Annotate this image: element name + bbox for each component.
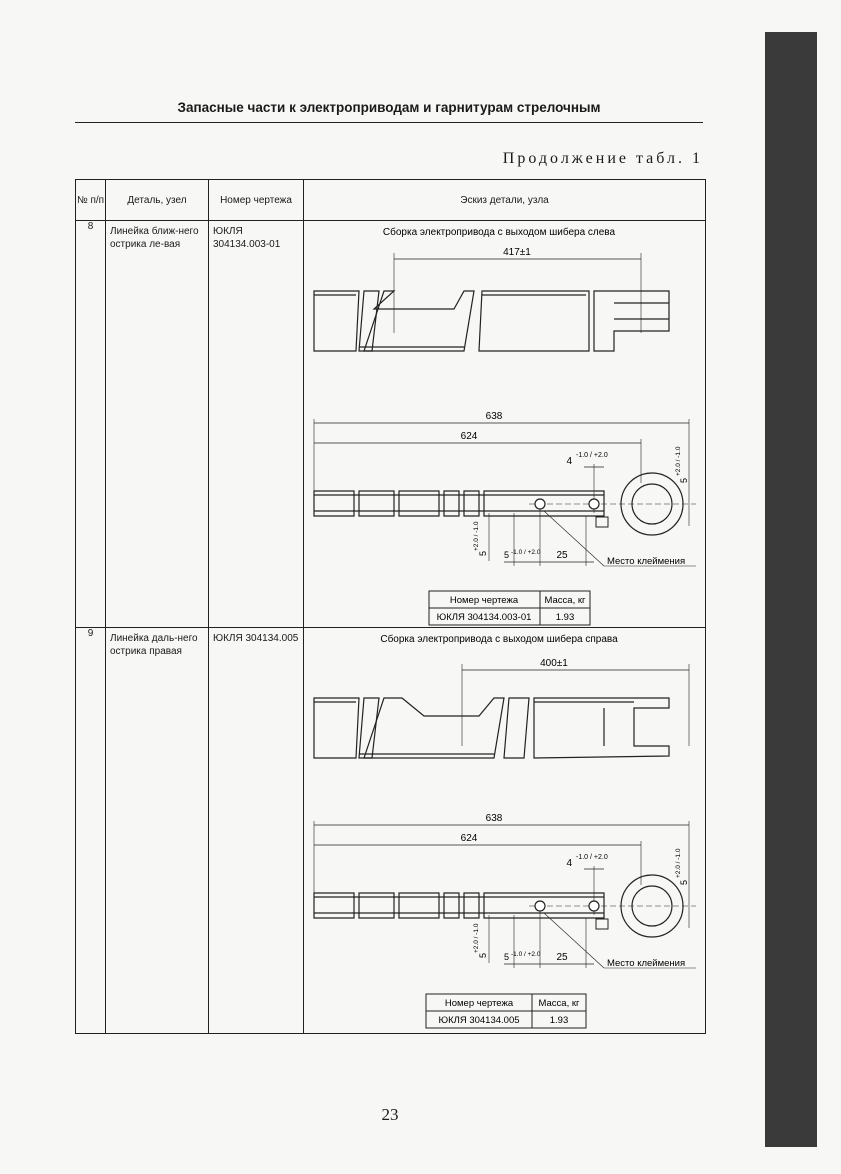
mini-table-h2: Масса, кг — [538, 998, 580, 1009]
mark-label: Место клеймения — [607, 556, 686, 567]
dim-right: 5 — [679, 477, 689, 483]
top-view-outline — [314, 291, 669, 351]
row-part — [106, 221, 209, 628]
page-title: Запасные части к электроприводам и гарнитурам стрелочным — [177, 100, 601, 115]
dim-right-tol: +2.0 / -1.0 — [675, 848, 682, 878]
table-row — [76, 628, 706, 1034]
mini-table — [426, 994, 586, 1028]
sketch-caption: Сборка электропривода с выходом шибера слева — [382, 227, 616, 238]
top-view-outline — [314, 698, 669, 758]
mini-table-v2: 1.93 — [555, 612, 575, 623]
parts-table — [75, 179, 706, 1034]
sketch-drawing-right — [304, 628, 704, 1032]
dim-inner: 624 — [460, 833, 478, 844]
dim-bottom: 5 — [504, 952, 510, 962]
row-drawing-no — [209, 221, 304, 628]
row-part — [106, 628, 209, 1034]
side-view-outline — [314, 875, 683, 937]
page-number: 23 — [381, 1105, 399, 1124]
mini-table-h1: Номер чертежа — [444, 998, 514, 1009]
dim-small-tol: -1.0 / +2.0 — [576, 854, 608, 861]
row-part-text: Линейка даль-него острика правая — [110, 633, 198, 657]
mini-table — [429, 591, 590, 625]
table-header-row — [76, 180, 706, 221]
header-part: Деталь, узел — [106, 180, 209, 221]
dim-overall: 638 — [485, 411, 503, 422]
dim-inner: 624 — [460, 431, 478, 442]
page-edge-shadow — [765, 32, 817, 1147]
row-drawing-no — [209, 628, 304, 1034]
sketch-drawing-left — [304, 221, 704, 626]
sketch-caption: Сборка электропривода с выходом шибера справа — [380, 634, 618, 645]
mini-table-v2: 1.93 — [549, 1015, 569, 1026]
header-drawing-no: Номер чертежа — [209, 180, 304, 221]
row-num: 9 — [76, 628, 106, 1034]
dim-left: 5 — [478, 952, 488, 958]
dim-bottom-tol: -1.0 / +2.0 — [511, 549, 541, 556]
dim-left-tol: +2.0 / -1.0 — [473, 521, 480, 551]
table-continuation-label: Продолжение табл. 1 — [502, 150, 703, 167]
dim-left: 5 — [478, 550, 488, 556]
mini-table-v1: ЮКЛЯ 304134.005 — [438, 1015, 520, 1026]
row-num: 8 — [76, 221, 106, 628]
row-sketch — [304, 628, 706, 1034]
header-rule — [75, 122, 703, 123]
dim-small-tol: -1.0 / +2.0 — [576, 452, 608, 459]
dim-left-tol: +2.0 / -1.0 — [473, 923, 480, 953]
side-view-outline — [314, 473, 683, 535]
row-sketch — [304, 221, 706, 628]
dim-bottom: 5 — [504, 550, 510, 560]
row-drawing-no-text: ЮКЛЯ 304134.005 — [213, 633, 299, 644]
mark-label: Место клеймения — [607, 958, 686, 969]
mini-table-h1: Номер чертежа — [449, 595, 519, 606]
dim-small: 4 — [566, 456, 572, 467]
row-part-text: Линейка ближ-него острика ле-вая — [110, 226, 199, 250]
dim-top: 400±1 — [540, 658, 568, 669]
row-drawing-no-text: ЮКЛЯ 304134.003-01 — [213, 226, 281, 250]
mini-table-h2: Масса, кг — [544, 595, 586, 606]
mini-table-v1: ЮКЛЯ 304134.003-01 — [436, 612, 532, 623]
dim-small: 4 — [566, 858, 572, 869]
header-num: № п/п — [76, 180, 106, 221]
table-row — [76, 221, 706, 628]
dim-bottom-tol: -1.0 / +2.0 — [511, 951, 541, 958]
dim-overall: 638 — [485, 813, 503, 824]
dim-25: 25 — [556, 550, 568, 561]
dim-25: 25 — [556, 952, 568, 963]
dim-right-tol: +2.0 / -1.0 — [675, 446, 682, 476]
dim-right: 5 — [679, 879, 689, 885]
dim-top: 417±1 — [503, 247, 531, 258]
header-sketch: Эскиз детали, узла — [304, 180, 706, 221]
